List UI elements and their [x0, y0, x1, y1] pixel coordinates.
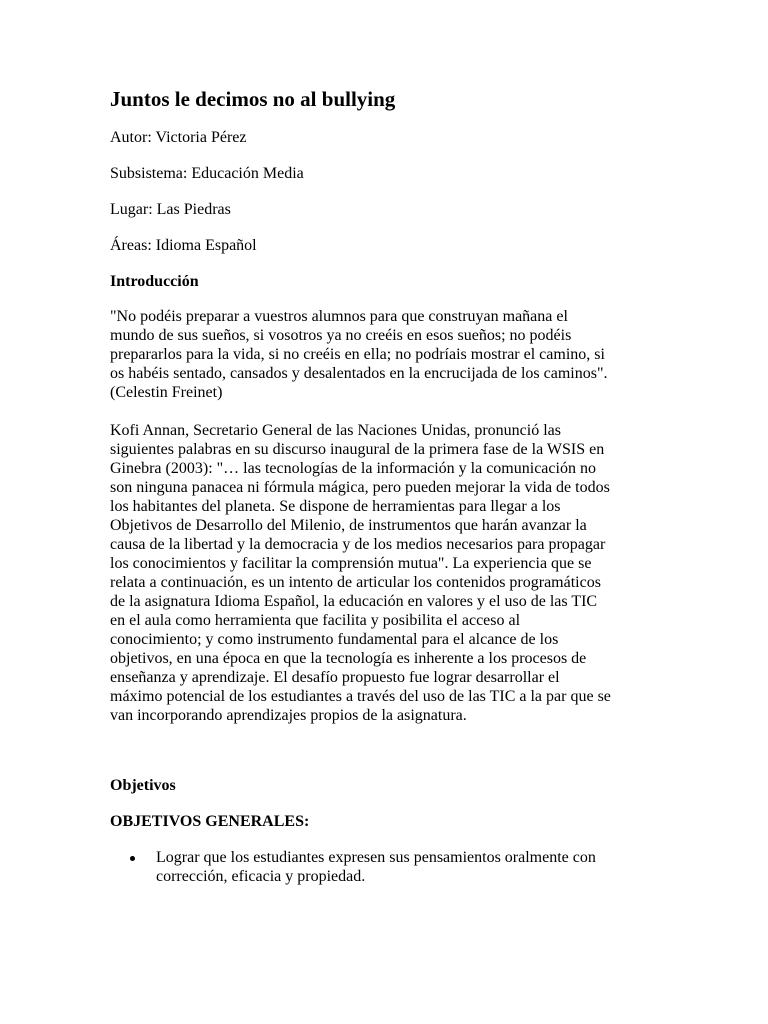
paragraph-line: Ginebra (2003): "… las tecnologías de la información y la comunicación no	[110, 460, 596, 477]
paragraph-line: de la asignatura Idioma Español, la educación en valores y el uso de las TIC	[110, 593, 598, 610]
paragraph-line: conocimiento; y como instrumento fundamental para el alcance de los	[110, 631, 559, 648]
subsystem-line: Subsistema: Educación Media	[110, 165, 304, 182]
paragraph-line: prepararlos para la vida, si no creéis en ella; no podríais mostrar el camino, si	[110, 346, 605, 363]
paragraph-line: siguientes palabras en su discurso inaugural de la primera fase de la WSIS en	[110, 441, 605, 458]
paragraph-line: (Celestin Freinet)	[110, 384, 223, 401]
paragraph-line: en el aula como herramienta que facilita y posibilita el acceso al	[110, 612, 521, 629]
paragraph-line: los conocimientos y facilitar la comprensión mutua". La experiencia que se	[110, 555, 592, 572]
paragraph-line: causa de la libertad y la democracia y de los medios necesarios para propagar	[110, 536, 606, 553]
list-item	[130, 848, 660, 886]
areas-line: Áreas: Idioma Español	[110, 237, 257, 254]
list-item-line: corrección, eficacia y propiedad.	[156, 868, 366, 885]
author-line: Autor: Victoria Pérez	[110, 129, 247, 146]
objectives-heading: Objetivos	[110, 777, 176, 794]
location-line: Lugar: Las Piedras	[110, 201, 231, 218]
paragraph-line: relata a continuación, es un intento de articular los contenidos programáticos	[110, 574, 601, 591]
paragraph-line: enseñanza y aprendizaje. El desafío propuesto fue lograr desarrollar el	[110, 669, 560, 686]
list-item-line: Lograr que los estudiantes expresen sus pensamientos oralmente con	[156, 849, 596, 866]
general-objectives-heading: OBJETIVOS GENERALES:	[110, 813, 310, 830]
freinet-quote-paragraph	[110, 307, 660, 402]
paragraph-line: van incorporando aprendizajes propios de la asignatura.	[110, 707, 467, 724]
paragraph-line: os habéis sentado, cansados y desalentados en la encrucijada de los caminos".	[110, 365, 608, 382]
document-title: Juntos le decimos no al bullying	[110, 87, 396, 111]
paragraph-line: Objetivos de Desarrollo del Milenio, de instrumentos que harán avanzar la	[110, 517, 587, 534]
paragraph-line: los habitantes del planeta. Se dispone de herramientas para llegar a los	[110, 498, 561, 515]
paragraph-line: objetivos, en una época en que la tecnología es inherente a los procesos de	[110, 650, 587, 667]
introduction-body-paragraph	[110, 421, 660, 725]
paragraph-line: Kofi Annan, Secretario General de las Naciones Unidas, pronunció las	[110, 422, 561, 439]
paragraph-line: son ninguna panacea ni fórmula mágica, pero pueden mejorar la vida de todos	[110, 479, 610, 496]
paragraph-line: "No podéis preparar a vuestros alumnos para que construyan mañana el	[110, 308, 568, 325]
paragraph-line: máximo potencial de los estudiantes a través del uso de las TIC a la par que se	[110, 688, 611, 705]
paragraph-line: mundo de sus sueños, si vosotros ya no creéis en esos sueños; no podéis	[110, 327, 572, 344]
general-objectives-list	[130, 848, 660, 886]
introduction-heading: Introducción	[110, 273, 199, 290]
bullet-icon	[130, 856, 135, 861]
